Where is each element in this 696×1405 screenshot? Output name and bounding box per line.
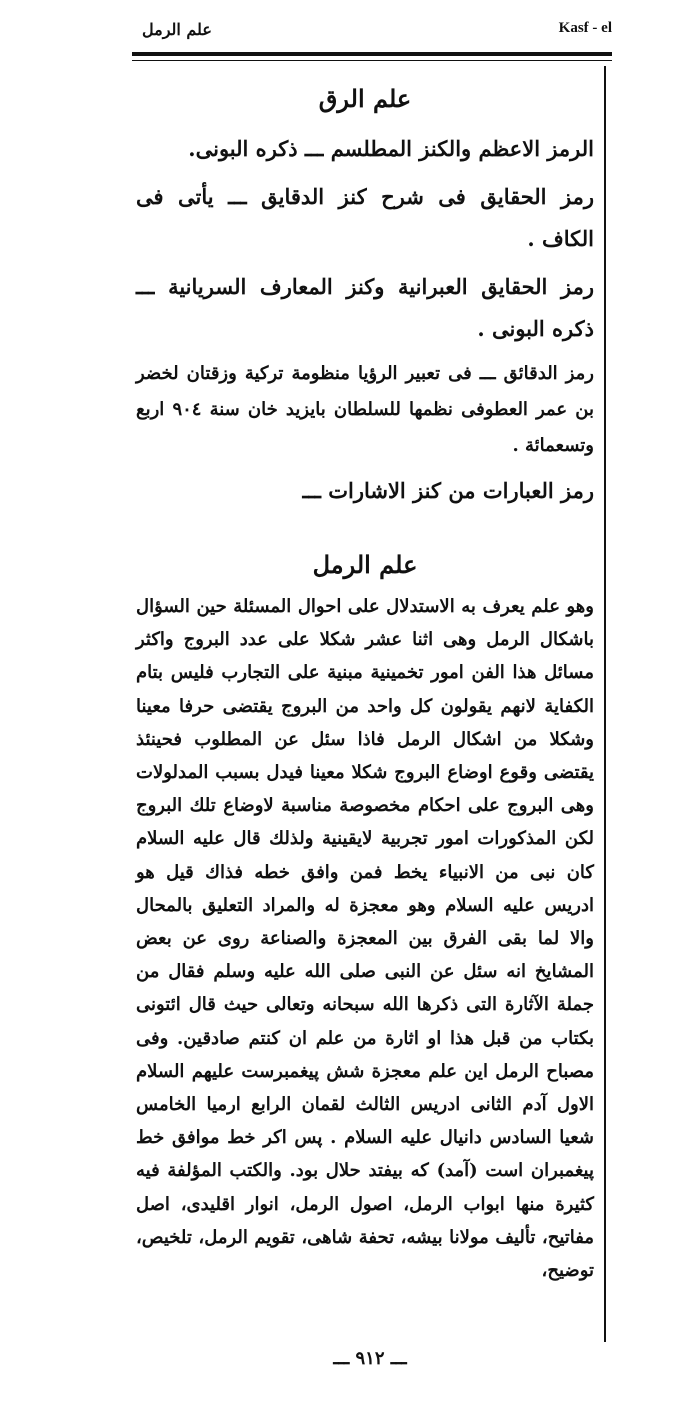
header-left-title: علم الرمل: [142, 20, 212, 39]
section-raqq: [136, 76, 594, 512]
page-body: [136, 76, 594, 1305]
page-number: ـــ ٩١٢ ـــ: [333, 1348, 407, 1369]
list-item: الرمز الاعظم والكنز المطلسم ـــ ذكره البونى.: [188, 136, 594, 161]
section-raml: [136, 542, 594, 1287]
list-item: رمز العبارات من كنز الاشارات ـــ: [302, 478, 594, 503]
header-rule-thick: [132, 52, 612, 56]
list-item: رمز الحقايق العبرانية وكنز المعارف السريانية ـــ ذكره البونى .: [136, 274, 594, 341]
margin-rule: [604, 66, 606, 1342]
section-heading: علم الرق: [318, 84, 412, 113]
list-item: رمز الدقائق ـــ فى تعبير الرؤيا منظومة تركية وزقتان لخضر بن عمر العطوفى نظمها للسلطان بايزيد خان سنة ٩٠٤ اربع وتسعمائة .: [136, 363, 594, 456]
header-right-title: Kasf - el: [558, 20, 612, 36]
entry-list: [136, 128, 594, 512]
page-header: [132, 18, 612, 40]
list-item: رمز الحقايق فى شرح كنز الدقايق ـــ يأتى فى الكاف .: [136, 184, 594, 251]
header-rule-thin: [132, 60, 612, 61]
section-heading: علم الرمل: [312, 550, 418, 579]
section-paragraph: وهو علم يعرف به الاستدلال على احوال المسئلة حين السؤال باشكال الرمل وهى اثنا عشر شكلا على عدد البروج واكثر مسائل هذا الفن امور تخمينية مبنية على التجارب فليس بتام الكفاية لانهم يقولون كل واحد من البروج يقتضى حرفا معينا وشكلا من اشكال الرمل فاذا سئل عن المطلوب فحينئذ يقتضى وقوع اوضاع البروج شكلا معينا فيدل بسبب المدلولات وهى البروج على احكام مخصوصة مناسبة لاوضاع تلك البروج لكن المذكورات امور تجربية لايقينية ولذلك قال عليه السلام كان نبى من الانبياء يخط فمن وافق خطه فذاك قيل هو ادريس عليه السلام وهو معجزة له والمراد التعليق بالمحال والا لما بقى الفرق بين المعجزة والصناعة روى عن بعض المشايخ انه سئل عن النبى صلى الله عليه وسلم فقال من جملة الآثارة التى ذكرها الله سبحانه وتعالى حيث قال ائتونى بكتاب من قبل هذا او اثارة من علم ان كنتم صادقين. وفى مصباح الرمل اين علم معجزة شش پيغمبرست عليهم السلام الاول آدم الثانى ادريس الثالث لقمان الرابع ارميا الخامس شعيا السادس دانيال عليه السلام . پس اكر خط موافق خط پيغمبران است (آمد) كه بيفتد حلال بود. والكتب المؤلفة فيه كثيرة منها ابواب الرمل، اصول الرمل، انوار اقليدى، اصل مفاتيح، تأليف مولانا بيشه، تحفة شاهى، تقويم الرمل، تلخيص، توضيح،: [136, 596, 594, 1282]
